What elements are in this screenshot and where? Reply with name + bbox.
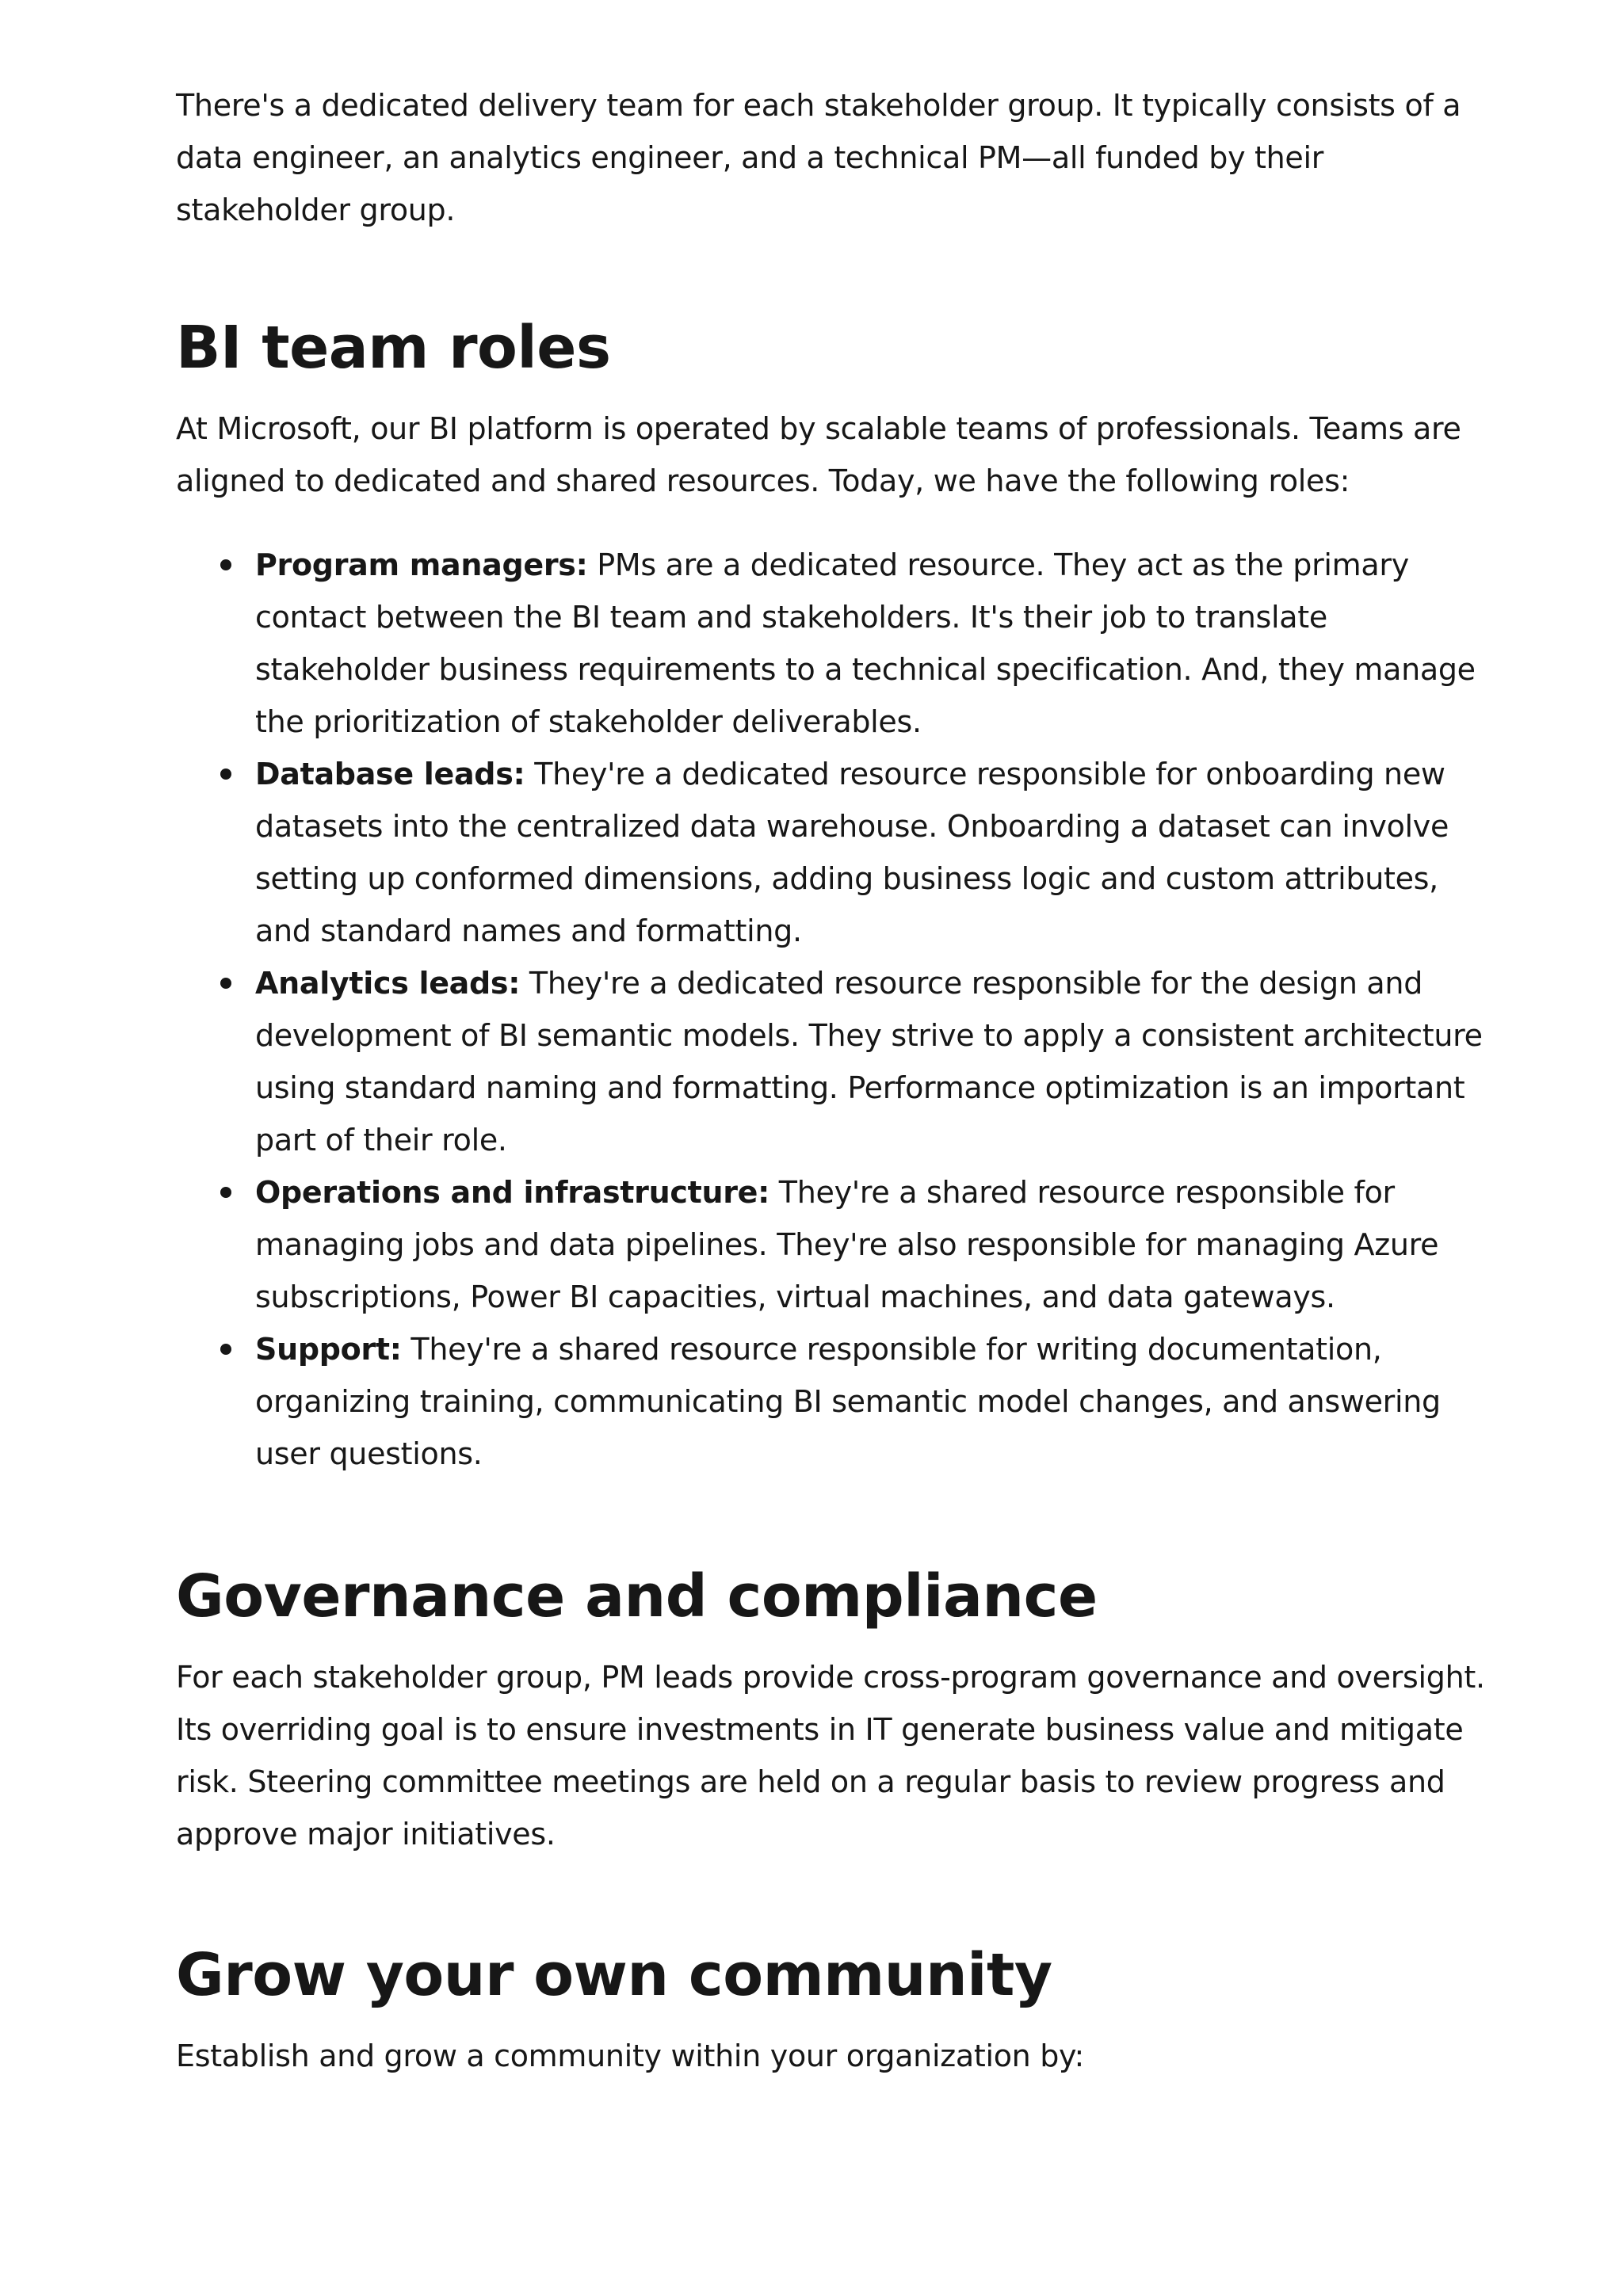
list-item [255,1323,1491,1480]
role-description: They're a shared resource responsible for managing jobs and data pipelines. They're also responsible for managing Azure subscriptions, Power BI capacities, virtual machines, and data gateways. [255,1175,1439,1314]
role-description: PMs are a dedicated resource. They act as the primary contact between the BI team and stakeholders. It's their job to translate stakeholder business requirements to a technical specification. And, they manage the prioritization of stakeholder deliverables. [255,547,1476,739]
role-term: Database leads: [255,757,525,791]
role-term: Analytics leads: [255,966,521,1001]
intro-paragraph: There's a dedicated delivery team for each stakeholder group. It typically consists of a data engineer, an analytics engineer, and a technical PM—all funded by their stakeholder group. [176,88,1461,227]
document-page [176,79,1491,2082]
role-term: Program managers: [255,547,588,582]
section-heading-bi-team-roles: BI team roles [176,314,611,382]
list-item [255,957,1491,1166]
list-item [255,748,1491,957]
section-heading-community: Grow your own community [176,1941,1052,2009]
community-paragraph: Establish and grow a community within your organization by: [176,2039,1084,2073]
role-description: They're a dedicated resource responsible for onboarding new datasets into the centralized data warehouse. Onboarding a dataset can involve setting up conformed dimensions, adding business logic and custom attributes, and standard names and formatting. [255,757,1449,948]
roles-list [176,539,1491,1480]
list-item [255,539,1491,748]
list-item [255,1166,1491,1323]
governance-paragraph: For each stakeholder group, PM leads provide cross-program governance and oversight. Its overriding goal is to ensure investments in IT generate business value and mitigate risk. Steering committee meetings are held on a regular basis to review progress and approve major initiatives. [176,1660,1485,1852]
bi-team-roles-intro: At Microsoft, our BI platform is operated by scalable teams of professionals. Teams are aligned to dedicated and shared resources. Today, we have the following roles: [176,411,1461,498]
role-term: Support: [255,1332,402,1367]
role-description: They're a dedicated resource responsible for the design and development of BI semantic models. They strive to apply a consistent architecture using standard naming and formatting. Performance optimization is an important part of their role. [255,966,1483,1158]
role-term: Operations and infrastructure: [255,1175,770,1210]
section-heading-governance: Governance and compliance [176,1562,1098,1630]
role-description: They're a shared resource responsible for writing documentation, organizing training, communicating BI semantic model changes, and answering user questions. [255,1332,1441,1471]
